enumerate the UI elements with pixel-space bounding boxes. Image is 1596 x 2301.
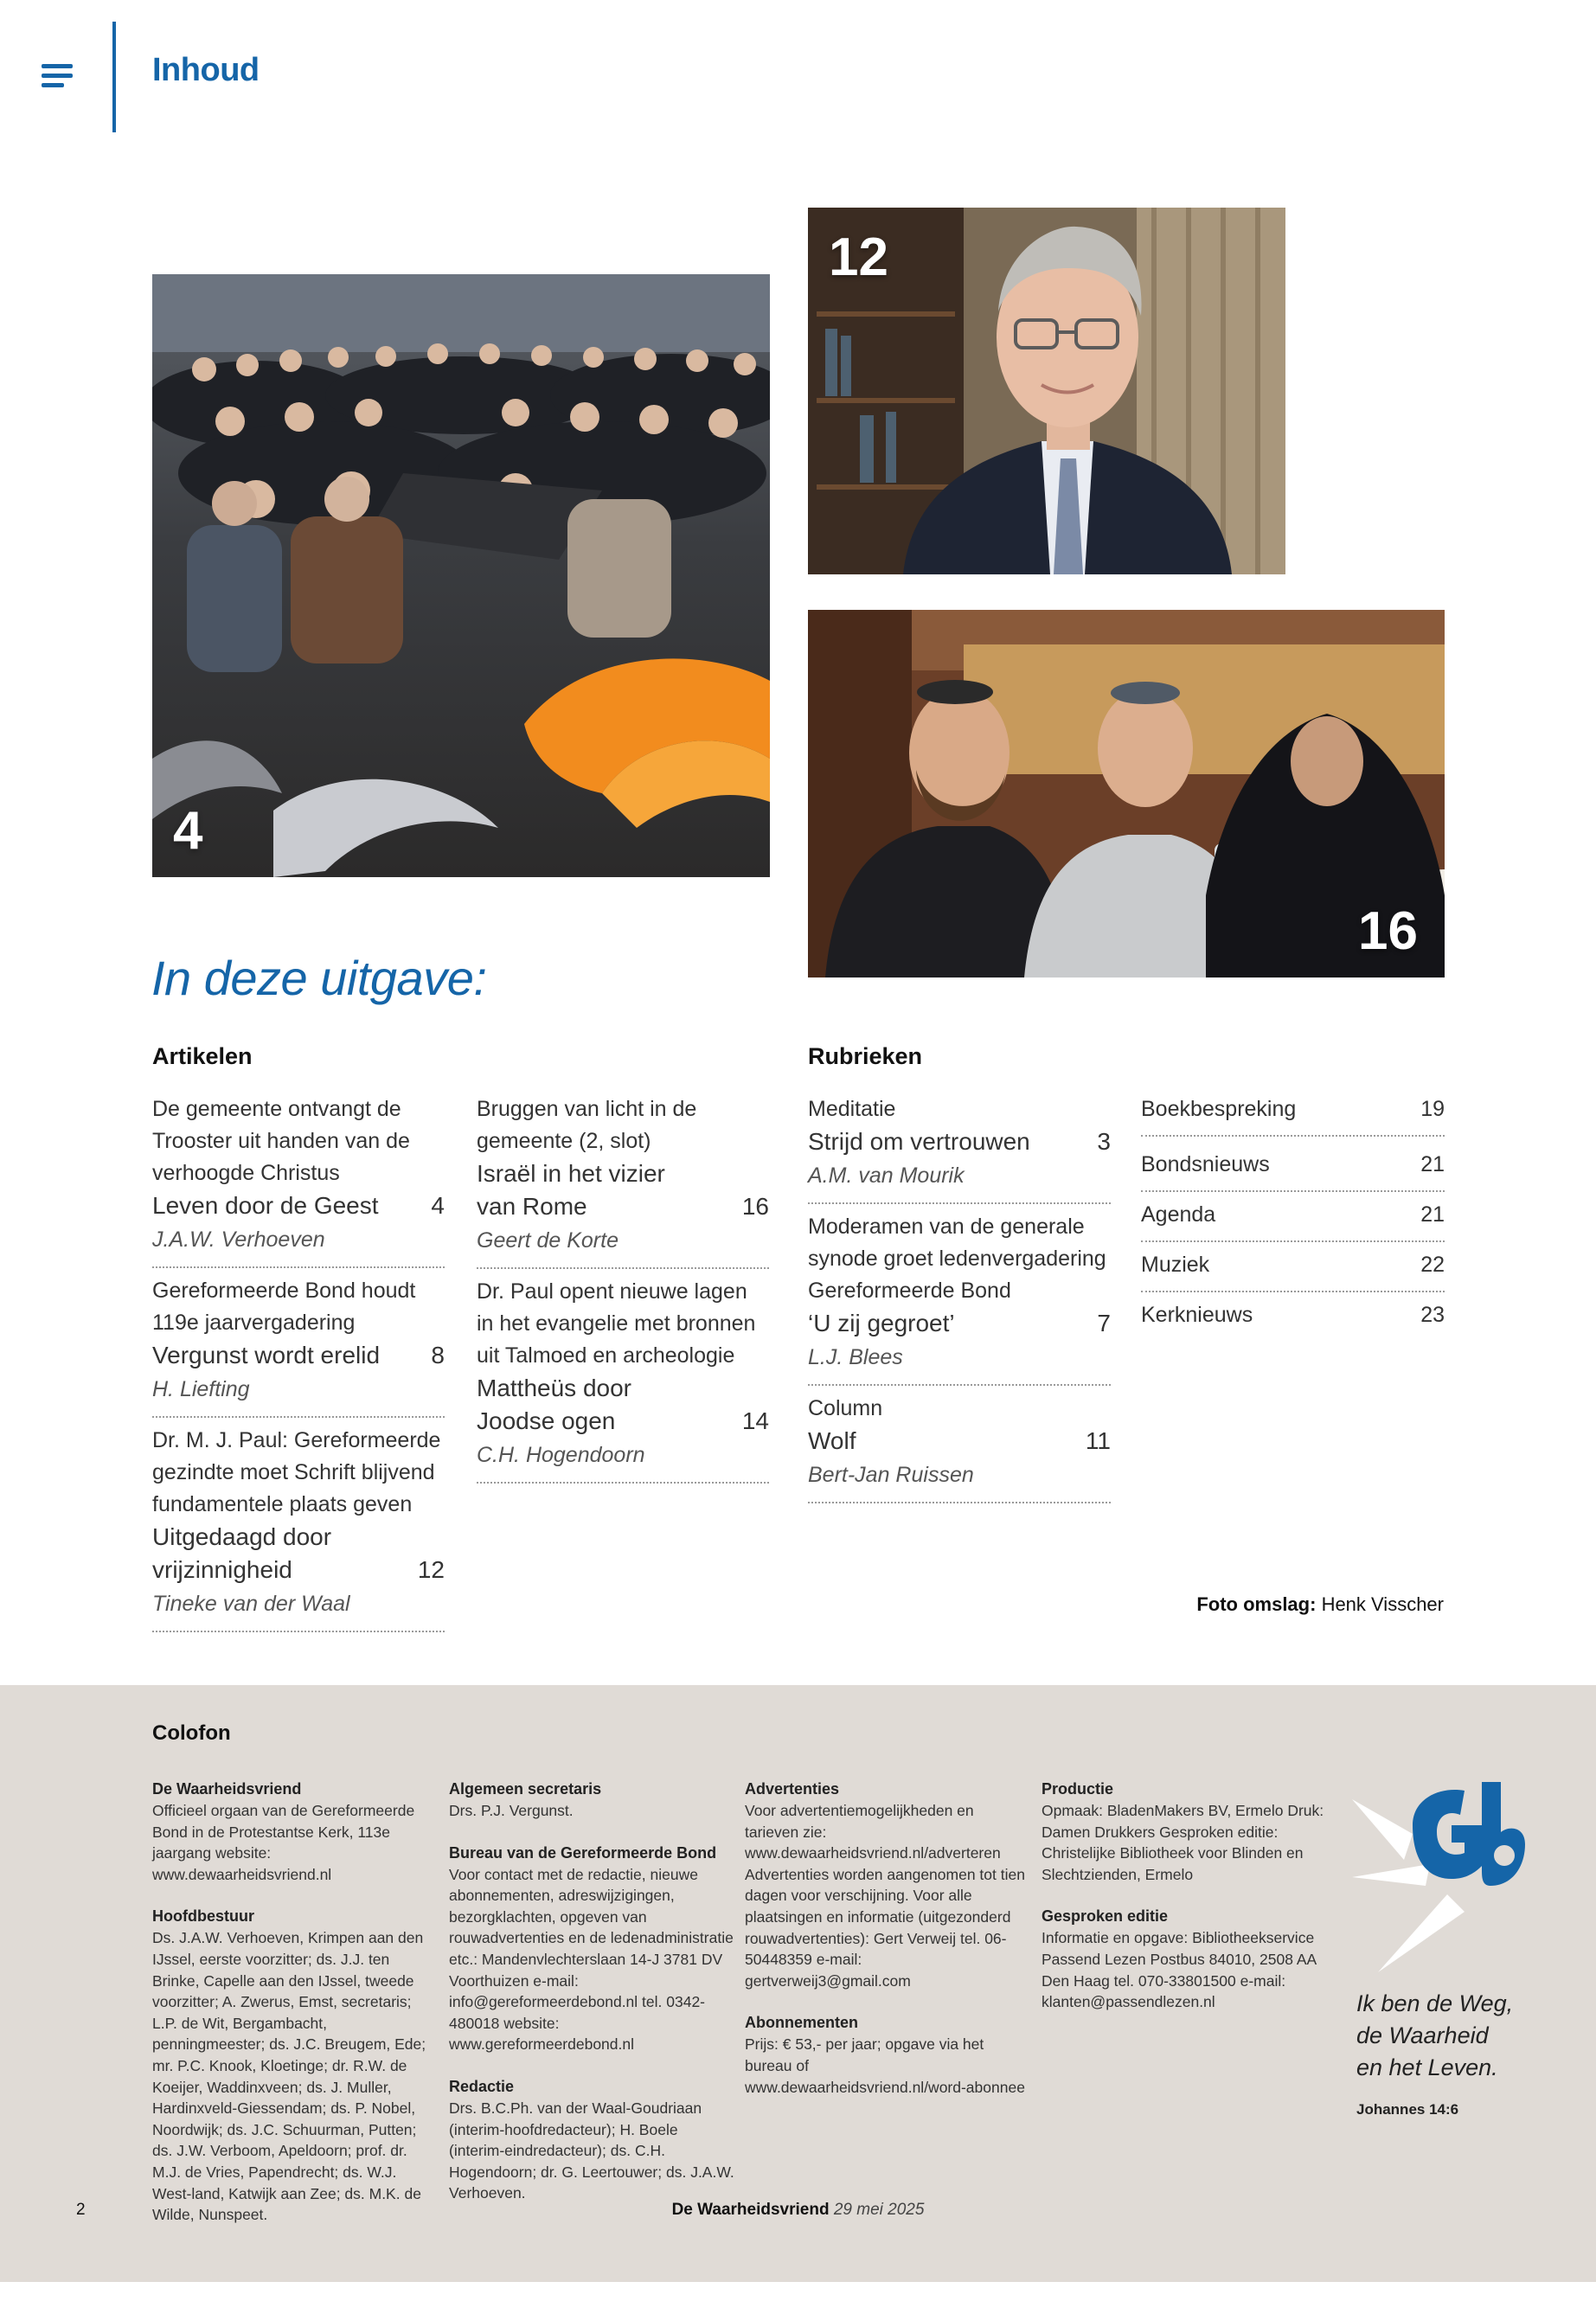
toc-title: Strijd om vertrouwen [808, 1128, 1030, 1155]
toc-title: Joodse ogen [477, 1407, 616, 1434]
quote [1356, 1988, 1513, 2084]
rubriek-label: Kerknieuws [1141, 1303, 1253, 1327]
toc-author: Bert-Jan Ruissen [808, 1463, 974, 1487]
artikelen-label: Artikelen [152, 1043, 253, 1069]
colofon-heading: Abonnementen [745, 2014, 859, 2032]
colofon-column-4 [1042, 1779, 1327, 2034]
toc-page: 14 [741, 1407, 769, 1434]
meeting-illustration [152, 274, 770, 877]
toc-entry[interactable] [808, 1204, 1111, 1386]
photo-page-number: 4 [173, 801, 203, 861]
colofon-text: Opmaak: BladenMakers BV, Ermelo Druk: Damen Drukkers Gesproken editie: Christelijke Bibliotheek voor Blinden en Slechtzienden, Ermelo [1042, 1802, 1324, 1883]
toc-title: van Rome [477, 1193, 587, 1220]
rubriek-item[interactable] [1141, 1086, 1445, 1137]
toc-title: Wolf [808, 1427, 856, 1454]
photo-credit-label: Foto omslag: [1196, 1593, 1317, 1615]
photo-credit [1196, 1593, 1444, 1616]
rubriek-item[interactable] [1141, 1292, 1445, 1341]
quote-line: en het Leven. [1356, 2054, 1498, 2080]
toc-intro: Bruggen van licht in de gemeente (2, slot) [477, 1097, 697, 1153]
section-heading: In deze uitgave: [151, 951, 487, 1005]
rubriek-label: Boekbespreking [1141, 1097, 1297, 1121]
toc-page: 7 [1097, 1310, 1111, 1336]
photo-meeting[interactable] [152, 274, 770, 877]
gb-logo-icon [1352, 1782, 1525, 1972]
toc-intro: Gereformeerde Bond houdt 119e jaarvergadering [152, 1279, 416, 1335]
rubriek-label: Bondsnieuws [1141, 1152, 1270, 1176]
toc-page: 12 [417, 1556, 445, 1583]
rubriek-label: Muziek [1141, 1253, 1210, 1277]
magazine-name: De Waarheidsvriend [671, 2201, 830, 2219]
toc-author: C.H. Hogendoorn [477, 1443, 645, 1467]
toc-entry[interactable] [152, 1268, 445, 1418]
rubriek-item[interactable] [1141, 1137, 1445, 1192]
toc-entry[interactable] [152, 1418, 445, 1632]
toc-intro: Dr. M. J. Paul: Gereformeerde gezindte moet Schrift blijvend fundamentele plaats geven [152, 1428, 441, 1516]
colofon-text: Voor advertentiemogelijkheden en tarieven zie: www.dewaarheidsvriend.nl/adverteren Advertenties worden aangenomen tot tien dagen voor verschijning. Voor alle plaatsingen en informatie (uitgezonderd rouwadvertenties): Gert Verweij tel. 06-50448359 e-mail: gertverweij3@gmail.com [745, 1802, 1025, 1990]
toc-author: H. Liefting [152, 1377, 250, 1401]
toc-entry[interactable] [152, 1086, 445, 1268]
header-divider [112, 22, 116, 132]
toc-author: J.A.W. Verhoeven [152, 1227, 325, 1252]
toc-title-line: Mattheüs door [477, 1375, 631, 1401]
quote-line: de Waarheid [1356, 2022, 1489, 2048]
colofon-heading: Advertenties [745, 1780, 840, 1798]
colofon-heading: Hoofdbestuur [152, 1907, 254, 1926]
toc-author: A.M. van Mourik [808, 1163, 965, 1188]
quote-line: Ik ben de Weg, [1356, 1990, 1514, 2016]
photo-page-number: 16 [1358, 901, 1418, 961]
rubriek-label: Agenda [1141, 1202, 1216, 1227]
toc-intro: Moderamen van de generale synode groet ledenvergadering Gereformeerde Bond [808, 1215, 1106, 1303]
dinner-illustration [808, 610, 1445, 977]
page-title: Inhoud [152, 52, 260, 88]
rubriek-item[interactable] [1141, 1242, 1445, 1292]
toc-title: Leven door de Geest [152, 1192, 379, 1219]
rubrieken-column-1 [808, 1086, 1111, 1503]
toc-author: Geert de Korte [477, 1228, 619, 1253]
colofon-text: Prijs: € 53,- per jaar; opgave via het bureau of www.dewaarheidsvriend.nl/word-abonnee [745, 2035, 1025, 2096]
colofon-heading: Productie [1042, 1780, 1114, 1798]
toc-entry[interactable] [808, 1386, 1111, 1503]
toc-intro: Dr. Paul opent nieuwe lagen in het evangelie met bronnen uit Talmoed en archeologie [477, 1279, 756, 1368]
toc-title-line: Israël in het vizier [477, 1160, 665, 1187]
toc-page: 11 [1085, 1427, 1111, 1454]
artikelen-column-1 [152, 1086, 445, 1632]
colofon-text: Drs. B.C.Ph. van der Waal-Goudriaan (interim-hoofdredacteur); H. Boele (interim-eindredacteur); ds. C.H. Hogendoorn; dr. G. Leertouwer; ds. J.A.W. Verhoeven. [449, 2099, 734, 2202]
rubriek-page: 19 [1420, 1097, 1445, 1121]
quote-reference: Johannes 14:6 [1356, 2101, 1459, 2118]
toc-entry[interactable] [808, 1086, 1111, 1204]
colofon-heading: Gesproken editie [1042, 1907, 1169, 1926]
colofon-column-1 [152, 1779, 438, 2247]
colofon-heading: Algemeen secretaris [449, 1780, 602, 1798]
menu-icon[interactable] [42, 64, 74, 88]
colofon-text: Drs. P.J. Vergunst. [449, 1802, 574, 1819]
toc-title-line: Uitgedaagd door [152, 1523, 332, 1550]
colofon-text: Officieel orgaan van de Gereformeerde Bond in de Protestantse Kerk, 113e jaargang website: www.dewaarheidsvriend.nl [152, 1802, 415, 1883]
photo-page-number: 12 [829, 228, 888, 287]
colofon-text: Voor contact met de redactie, nieuwe abonnementen, adreswijzigingen, bezorgklachten, opgeven van rouwadvertenties en de ledenadministratie etc.: Mandenvlechterslaan 14-J 3781 DV Voorthuizen e-mail: info@gereformeerdebond.nl tel. 0342-480018 website: www.gereformeerdebond.nl [449, 1865, 734, 2054]
toc-intro: Meditatie [808, 1097, 896, 1121]
rubriek-page: 21 [1420, 1202, 1445, 1227]
toc-author: Tineke van der Waal [152, 1592, 350, 1616]
page-number: 2 [76, 2201, 86, 2219]
photo-dinner[interactable] [808, 610, 1445, 977]
colofon-heading: Bureau van de Gereformeerde Bond [449, 1843, 717, 1862]
rubriek-page: 21 [1420, 1152, 1445, 1176]
toc-page: 3 [1097, 1128, 1111, 1155]
artikelen-column-2 [477, 1086, 769, 1484]
photo-portrait[interactable] [808, 208, 1285, 574]
colofon [0, 1685, 1596, 2282]
rubriek-page: 23 [1420, 1303, 1445, 1327]
rubrieken-column-2 [1141, 1086, 1445, 1341]
toc-intro: Column [808, 1396, 883, 1420]
rubrieken-label: Rubrieken [808, 1043, 923, 1069]
toc-author: L.J. Blees [808, 1345, 903, 1369]
rubriek-page: 22 [1420, 1253, 1445, 1277]
colofon-text: Ds. J.A.W. Verhoeven, Krimpen aan den IJssel, eerste voorzitter; ds. J.J. ten Brinke, Capelle aan den IJssel, tweede voorzitter; A. Zwerus, Emst, secretaris; L.P. de Wit, Bergambacht, penningmeester; ds. J.C. Breugem, Ede; mr. P.C. Knook, Kloetinge; dr. R.W. de Koeijer, Waddinxveen; ds. J. Muller, Hardinxveld-Giessendam; ds. P. Nobel, Noordwijk; ds. J.C. Schuurman, Putten; ds. J.W. Verboom, Apeldoorn; prof. dr. M.J. de Vries, Papendrecht; ds. W.J. West-land, Katwijk aan Zee; ds. M.K. de Wilde, Nunspeet. [152, 1929, 426, 2224]
toc-title: Vergunst wordt erelid [152, 1342, 381, 1368]
toc-intro: De gemeente ontvangt de Trooster uit handen van de verhoogde Christus [152, 1097, 410, 1185]
photo-credit-name: Henk Visscher [1321, 1593, 1444, 1615]
toc-page: 16 [741, 1193, 769, 1220]
rubriek-item[interactable] [1141, 1192, 1445, 1242]
colofon-column-3 [745, 1779, 1030, 2118]
colofon-text: Informatie en opgave: Bibliotheekservice Passend Lezen Postbus 84010, 2508 AA Den Haag tel. 070-33801500 e-mail: klanten@passendlezen.nl [1042, 1929, 1317, 2011]
colofon-title: Colofon [152, 1721, 231, 1745]
toc-title: vrijzinnigheid [152, 1556, 292, 1583]
toc-title: ‘U zij gegroet’ [808, 1310, 955, 1336]
colofon-column-2 [449, 1779, 734, 2225]
toc-page: 8 [431, 1342, 445, 1368]
toc-entry[interactable] [477, 1086, 769, 1269]
toc-entry[interactable] [477, 1269, 769, 1484]
colofon-heading: Redactie [449, 2077, 515, 2095]
issue-date: 29 mei 2025 [833, 2201, 925, 2219]
colofon-heading: De Waarheidsvriend [152, 1780, 302, 1798]
toc-page: 4 [431, 1192, 445, 1219]
footer-magazine [0, 2201, 1596, 2220]
